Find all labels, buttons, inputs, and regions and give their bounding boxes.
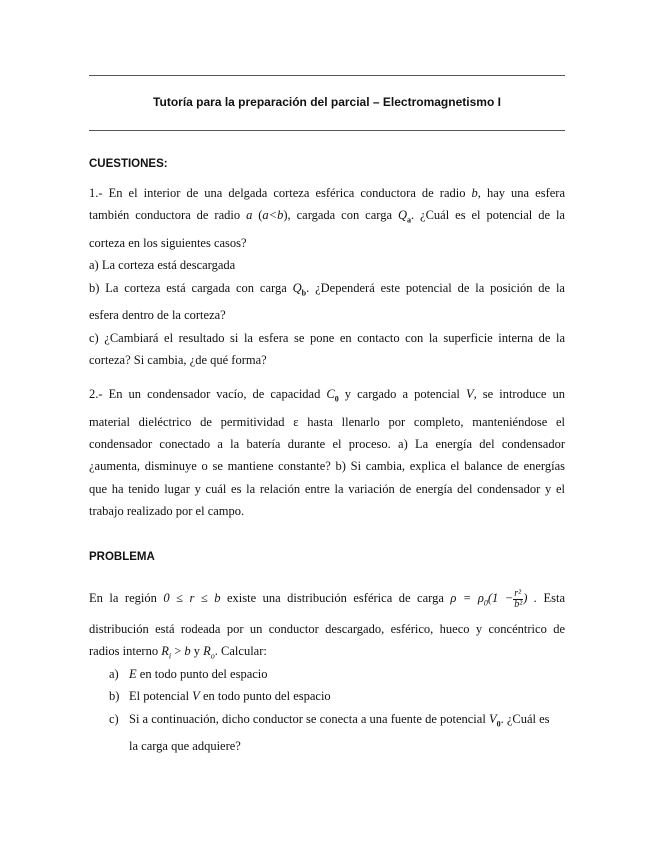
q2-line-5: que ha tenido lugar y cuál es la relación entre la variación de energía del condensador y el (89, 481, 565, 496)
cuestiones-heading: CUESTIONES: (89, 158, 168, 170)
q1-option-c-cont: corteza? Si cambia, ¿de qué forma? (89, 353, 267, 368)
density-fraction: $\frac{\text{r²}}{\text{b²}}$ (514, 587, 523, 610)
problem-item-b: b) El potencial V en todo punto del espacio (109, 689, 331, 704)
document-title: Tutoría para la preparación del parcial – Electromagnetismo I (153, 95, 501, 109)
problem-item-c: c) Si a continuación, dicho conductor se conecta a una fuente de potencial $V_0$. ¿Cuál es la carga que adquiere? (109, 711, 550, 754)
problem-line-2: distribución está rodeada por un conductor descargado, esférico, hueco y concéntrico de (89, 621, 565, 636)
q2-line-3: condensador conectado a la batería durante el proceso. a) La energía del condensador (89, 437, 565, 452)
q2-line-6: trabajo realizado por el campo. (89, 503, 245, 518)
question-2 (89, 383, 565, 522)
q1-option-a: a) La corteza está descargada (89, 258, 236, 273)
q1-line-3: corteza en los siguientes casos? (89, 236, 247, 251)
density-formula: $\rho = \rho_0(1$ − $\frac{\text{r²}}{\text{b²}}$ ) . (450, 587, 537, 610)
q1-option-b-cont: esfera dentro de la corteza? (89, 308, 226, 323)
q2-line-2: material dieléctrico de permitividad ε hasta llenarlo por completo, manteniéndose el (89, 414, 565, 429)
title-bottom-rule (89, 130, 565, 131)
problema-heading: PROBLEMA (89, 551, 155, 563)
q1-line-2: también conductora de radio a (a<b), cargada con carga $Q_a$. ¿Cuál es el potencial de la (89, 208, 565, 225)
problem-statement (89, 584, 565, 668)
q1-line-1: 1.- En el interior de una delgada corteza esférica conductora de radio b, hay una esfera (89, 186, 565, 200)
q1-option-b: b) La corteza está cargada con carga $Q_b$. ¿Dependerá este potencial de la posición de la (89, 280, 565, 298)
problem-line-3: radios interno $R_i > b$ y $R_o$. Calcular: (89, 643, 267, 661)
top-rule (89, 75, 565, 76)
problem-line-1: En la región 0 ≤ r ≤ b existe una distribución esférica de carga $\rho = \rho_0(1$ − $\frac{\text{r²}}{\text{b²}}$ ) . Esta (89, 587, 566, 610)
question-1 (89, 182, 565, 371)
problem-item-a: a) E en todo punto del espacio (109, 667, 268, 681)
q1-option-c: c) ¿Cambiará el resultado si la esfera se pone en contacto con la superficie interna de la (89, 330, 565, 345)
q2-line-1: 2.- En un condensador vacío, de capacidad $C_0$ y cargado a potencial V, se introduce un (89, 387, 565, 404)
range-formula: 0 ≤ r ≤ b (163, 591, 221, 605)
q2-line-4: ¿aumenta, disminuye o se mantiene constante? b) Si cambia, explica el balance de energías (89, 459, 565, 474)
problem-items (89, 663, 565, 758)
